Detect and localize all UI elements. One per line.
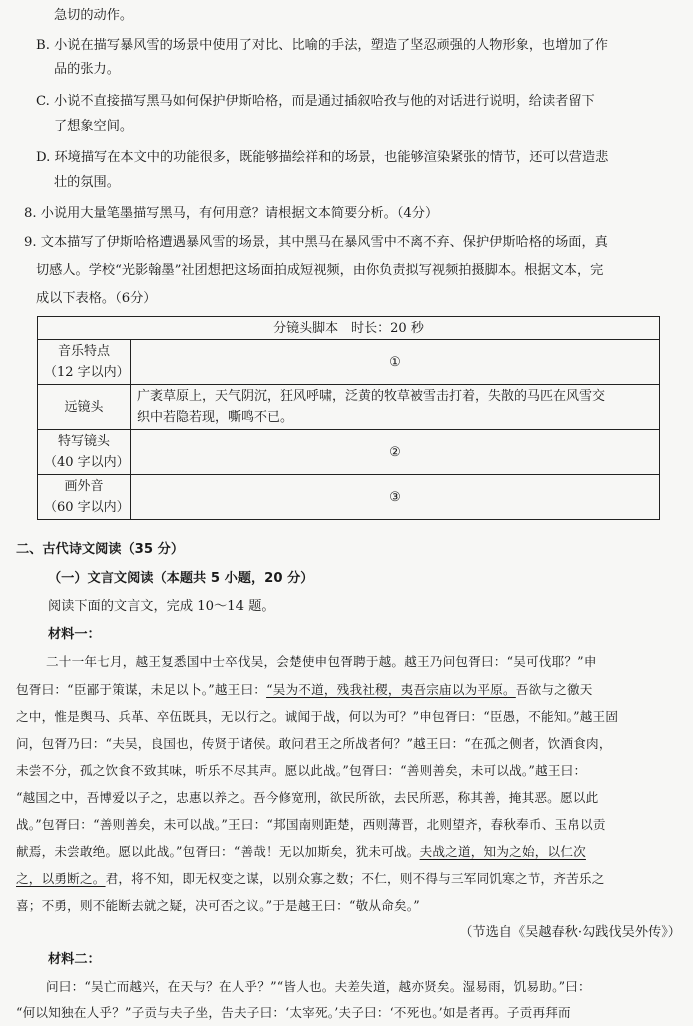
option-b-line2: 品的张力。	[54, 62, 120, 77]
m1-text: 吾欲与之徼天	[515, 682, 593, 697]
table-row	[38, 475, 660, 520]
m1-line: 未尝不分，孤之饮食不致其味，听乐不尽其声。愿以此战。”包胥曰：“善则善矣，未可以战。”越王曰：	[16, 763, 587, 778]
row-content-line: 广袤草原上，天气阴沉，狂风呼啸，泛黄的牧草被雪击打着，失散的马匹在风雪交	[137, 389, 606, 404]
table-header: 分镜头脚本 时长：20 秒	[38, 317, 660, 340]
instruction: 阅读下面的文言文，完成 10～14 题。	[48, 599, 275, 614]
material-1-title: 材料一：	[48, 627, 101, 642]
m1-line: “越国之中，吾博爱以子之，忠惠以养之。吾今修宽刑，欲民所欲，去民所恶，称其善，掩其恶。愿以此	[16, 790, 599, 805]
table-row	[38, 430, 660, 475]
m1-line: 战。”包胥曰：“善则善矣，未可以战。”王曰：“邦国南则距楚，西则薄晋，北则望齐，春秋奉币、玉帛以贡	[16, 817, 606, 832]
row-label-line: 音乐特点	[57, 344, 110, 359]
row-label	[38, 340, 131, 385]
answer-blank-3[interactable]: ③	[131, 475, 660, 520]
row-label-limit: （12 字以内）	[44, 365, 130, 380]
option-c-line2: 了想象空间。	[54, 119, 134, 134]
option-d-line1: D. 环境描写在本文中的功能很多，既能够描绘祥和的场景，也能够渲染紧张的情节，还可以营造悲	[36, 150, 609, 165]
m1-line: 喜；不勇，则不能断去就之疑，决可否之议。”于是越王曰：“敬从命矣。”	[16, 898, 420, 913]
m1-text: 包胥曰：“臣鄙于策谋，未足以卜。”越王曰：	[16, 682, 267, 697]
row-label: 远镜头	[38, 385, 131, 430]
question-9-line3: 成以下表格。（6分）	[36, 291, 157, 306]
storyboard-table	[37, 316, 660, 520]
section-title: 二、古代诗文阅读（35 分）	[16, 542, 185, 557]
table-header-row	[38, 317, 660, 340]
question-9-line2: 切感人。学校“光影翰墨”社团想把这场面拍成短视频，由你负责拟写视频拍摄脚本。根据文本，完	[36, 263, 604, 278]
underlined-sentence-2: 夫战之道，知为之始，以仁次	[419, 844, 586, 859]
m2-line: “何以知独在人乎？”子贡与夫子坐，告夫子曰：‘太宰死。’夫子曰：‘不死也。’如是者再。子贡再拜而	[16, 1005, 571, 1020]
row-label	[38, 475, 131, 520]
m1-line	[16, 680, 677, 700]
option-b-line1: B. 小说在描写暴风雪的场景中使用了对比、比喻的手法，塑造了坚忍顽强的人物形象，也增加了作	[36, 38, 608, 53]
answer-blank-2[interactable]: ②	[131, 430, 660, 475]
row-label	[38, 430, 131, 475]
row-label-limit: （40 字以内）	[44, 455, 130, 470]
row-content	[131, 385, 660, 430]
m1-text: 献焉，未尝敢绝。愿以此战。”包胥曰：“善哉！无以加斯矣，犹未可战。	[16, 844, 420, 859]
m1-line	[16, 869, 677, 889]
row-content-line: 织中若隐若现，嘶鸣不已。	[137, 410, 294, 425]
m1-line: 之中，惟是舆马、兵革、卒伍既具，无以行之。诚闻于战，何以为可？”申包胥曰：“臣愚，不能知。”越王固	[16, 709, 619, 724]
m1-line: 二十一年七月，越王复悉国中士卒伐吴，会楚使申包胥聘于越。越王乃问包胥曰：“吴可伐耶？”申	[46, 654, 597, 669]
m1-line: 问，包胥乃曰：“夫吴，良国也，传贤于诸侯。敢问君王之所战者何？”越王曰：“在孤之侧者，饮酒食肉，	[16, 736, 612, 751]
table-row	[38, 385, 660, 430]
row-label-line: 特写镜头	[57, 434, 110, 449]
material-1-source: （节选自《吴越春秋·勾践伐吴外传》）	[459, 925, 681, 940]
m1-line	[16, 842, 677, 862]
m2-line: 问曰：“吴亡而越兴，在天与？在人乎？”“皆人也。夫差失道，越亦贤矣。湿易雨，饥易助。”曰：	[46, 979, 591, 994]
underlined-sentence-2-cont: 之，以勇断之。	[16, 871, 106, 886]
option-d-line2: 壮的氛围。	[54, 175, 120, 190]
underlined-sentence-1: “吴为不道，残我社稷，夷吾宗庙以为平原。	[266, 682, 516, 697]
material-2-title: 材料二：	[48, 952, 101, 967]
option-c-line1: C. 小说不直接描写黑马如何保护伊斯哈格，而是通过插叙哈孜与他的对话进行说明，给读者留下	[36, 94, 595, 109]
m1-text: 君，将不知，即无权变之谋，以别众寡之数；不仁，则不得与三军同饥寒之节，齐苦乐之	[105, 871, 605, 886]
question-8: 8. 小说用大量笔墨描写黑马，有何用意？请根据文本简要分析。（4分）	[24, 206, 439, 221]
row-label-line: 画外音	[64, 479, 104, 494]
question-9-line1: 9. 文本描写了伊斯哈格遭遇暴风雪的场景，其中黑马在暴风雪中不离不弃、保护伊斯哈格的场面，真	[24, 235, 608, 250]
subsection-title: （一）文言文阅读（本题共 5 小题，20 分）	[48, 571, 314, 586]
answer-blank-1[interactable]: ①	[131, 340, 660, 385]
text-line: 急切的动作。	[54, 8, 134, 23]
row-label-limit: （60 字以内）	[44, 500, 130, 515]
table-row	[38, 340, 660, 385]
